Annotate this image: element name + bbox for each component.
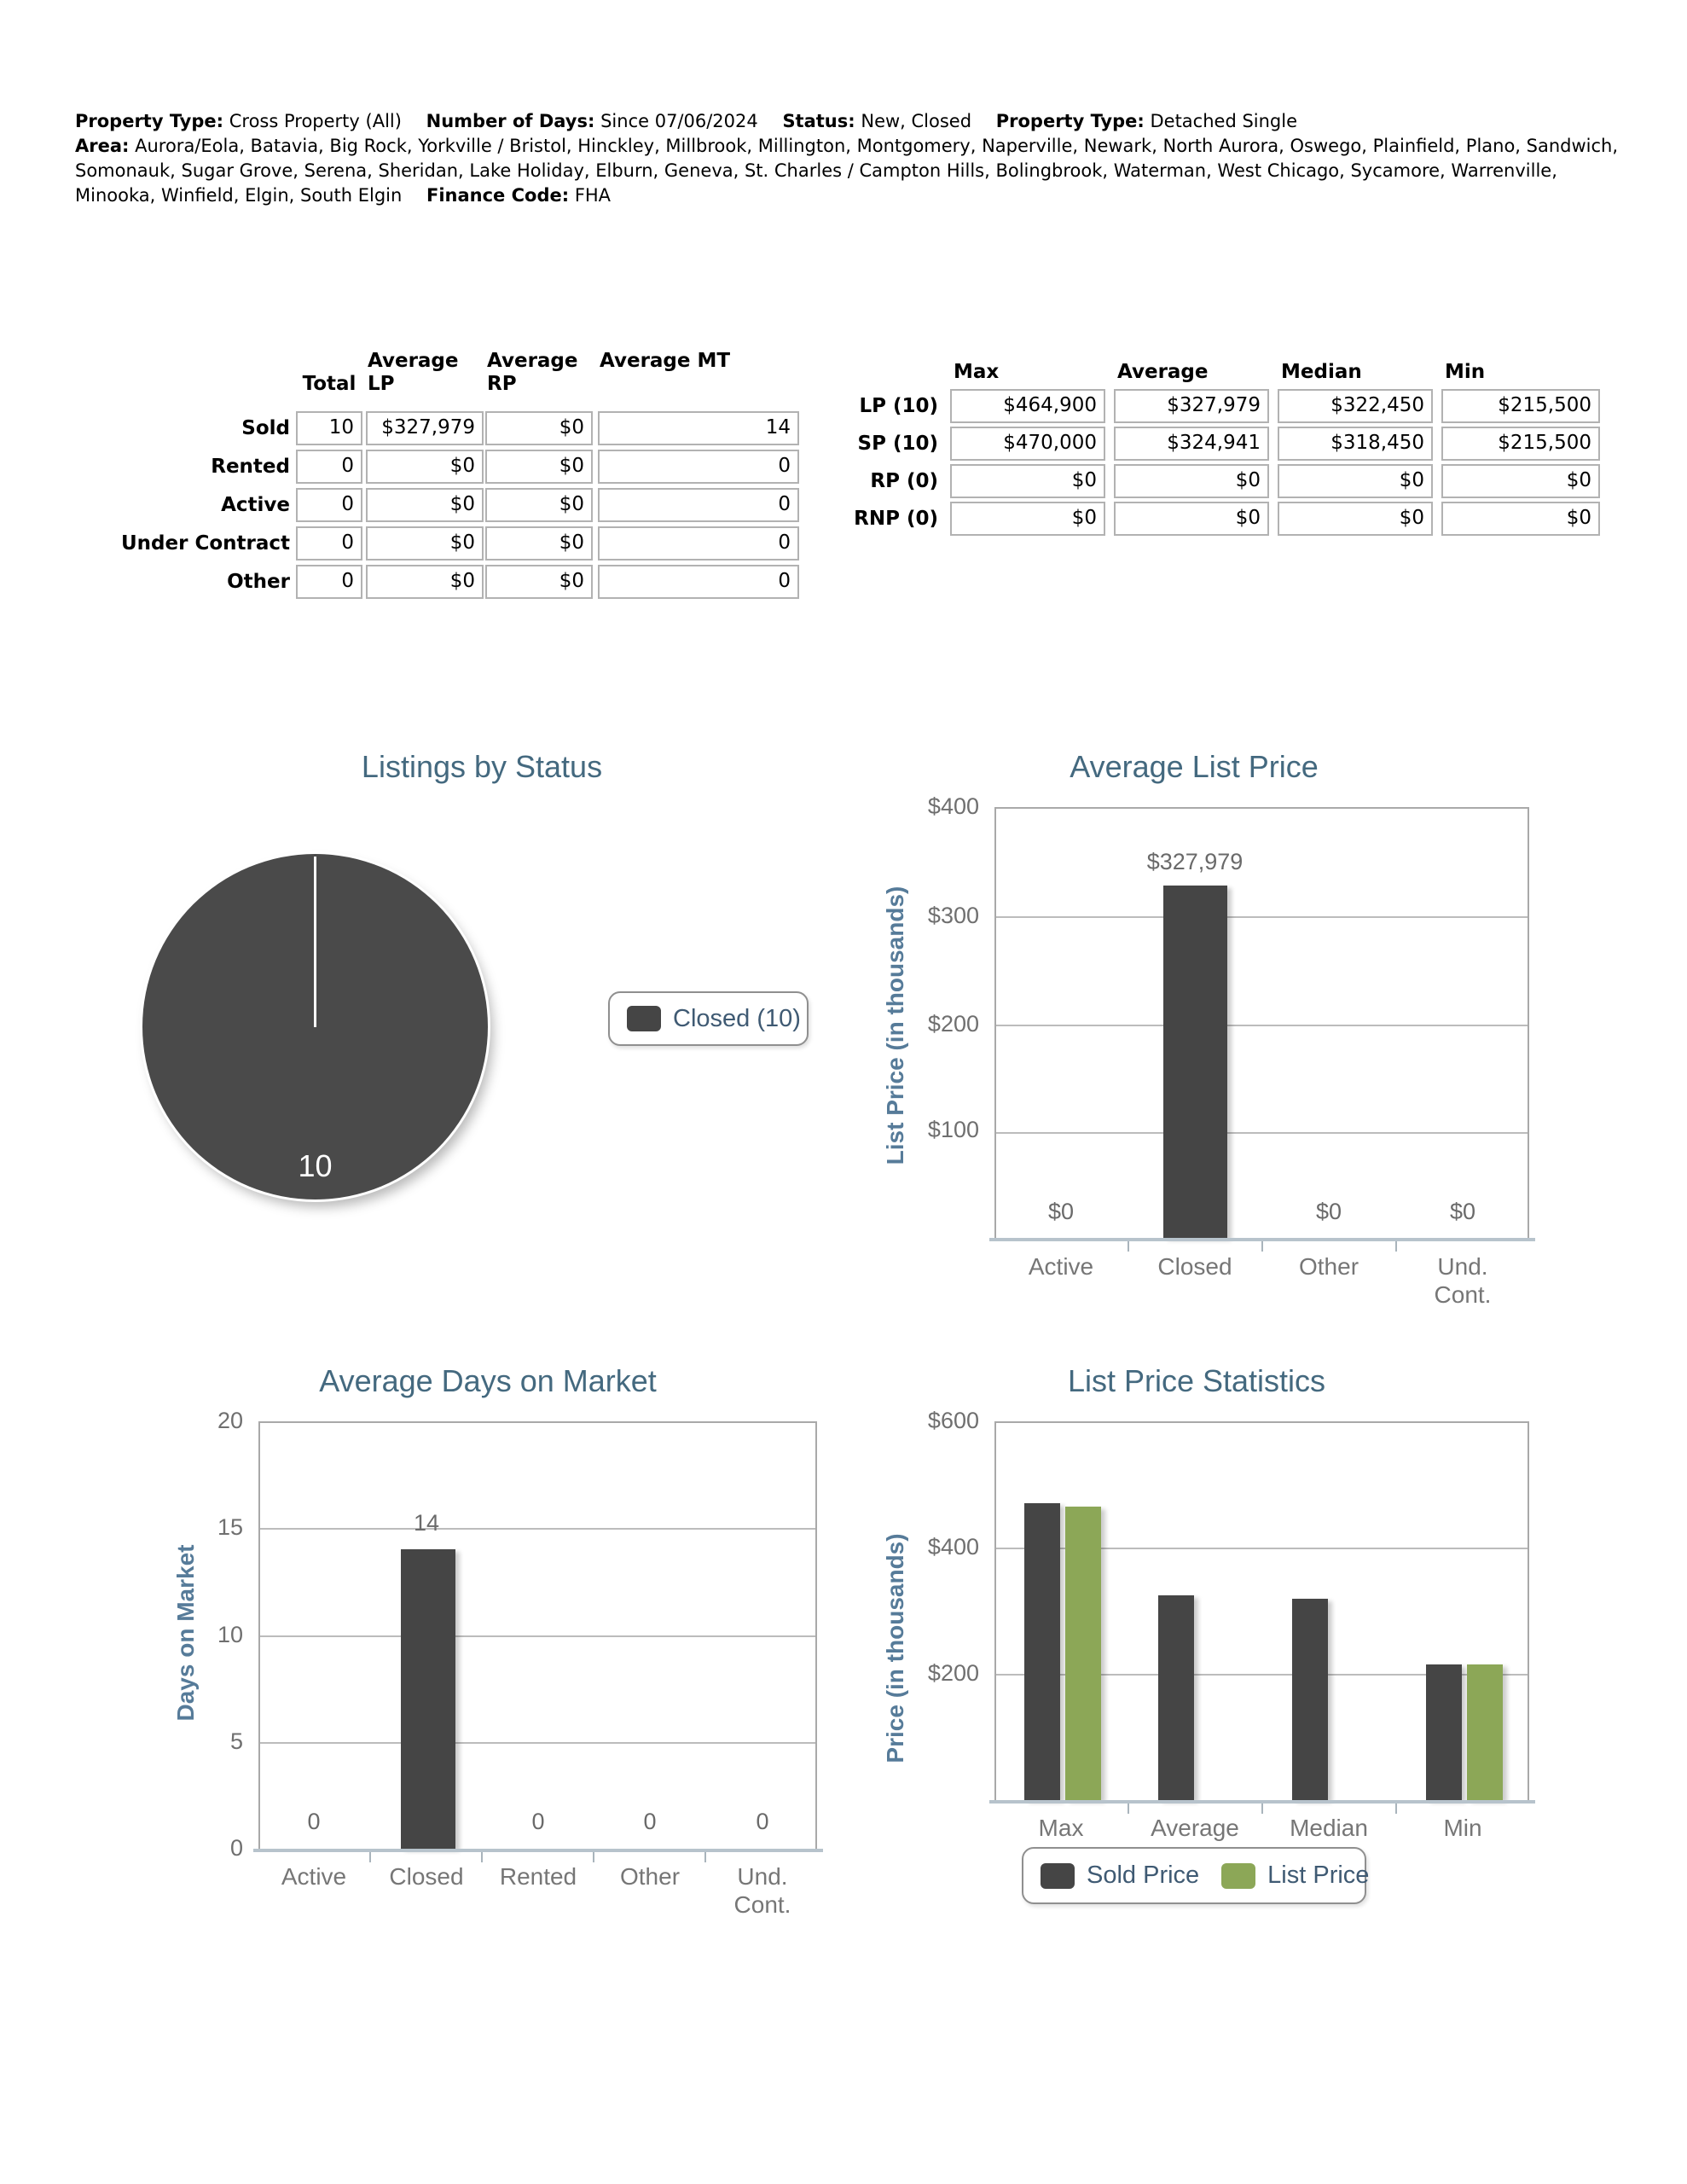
category-label: Other: [1298, 1253, 1359, 1280]
criteria-label: Property Type:: [75, 111, 224, 131]
cell-min: $0: [1441, 464, 1600, 498]
gridline: [260, 1635, 815, 1637]
criteria-number-of-days: [408, 111, 758, 131]
row-label: SP (10): [857, 433, 938, 455]
cell-median: $0: [1278, 502, 1433, 536]
value-label: 0: [756, 1809, 769, 1834]
legend-label: List Price: [1267, 1862, 1370, 1889]
cell-max: $470,000: [950, 427, 1105, 461]
gridline: [996, 1025, 1528, 1026]
cell-total: 0: [296, 450, 362, 484]
bar-sold-median: [1292, 1599, 1328, 1800]
cell-max: $0: [950, 502, 1105, 536]
pie-legend: [608, 991, 809, 1046]
bar-sold-average: [1158, 1595, 1194, 1800]
y-tick: 10: [217, 1622, 243, 1647]
gridline: [260, 1528, 815, 1530]
row-label: Under Contract: [120, 532, 290, 555]
pie-closed-slice: [142, 854, 488, 1199]
sold-price-swatch-icon: [1041, 1863, 1075, 1889]
criteria-value: New, Closed: [861, 111, 972, 131]
column-header-min: Min: [1445, 361, 1486, 383]
legend-label: Closed (10): [673, 1004, 801, 1032]
series-legend: [1022, 1847, 1370, 1904]
criteria-status: [763, 111, 971, 131]
axis-tick: [1395, 1241, 1397, 1252]
cell-avg-mt: 0: [598, 450, 799, 484]
y-axis-title: List Price (in thousands): [882, 886, 908, 1165]
legend-label: Sold Price: [1087, 1862, 1200, 1889]
column-header-average-rp: Average RP: [487, 350, 578, 395]
cell-avg-lp: $0: [366, 565, 484, 599]
cell-median: $0: [1278, 464, 1433, 498]
chart-title: Listings by Status: [361, 749, 603, 784]
y-tick: 20: [217, 1408, 243, 1433]
criteria-property-type: [75, 111, 402, 131]
criteria-value: Aurora/Eola, Batavia, Big Rock, Yorkville / Bristol, Hinckley, Millbrook, Millington, Montgomery, Naperville, Newark, North Aurora, Oswego, Plainfield, Plano, Sandwich, Somonauk, Sugar Grove, Serena, Sheridan, Lake Holiday, Elburn, Geneva, St. Charles / Campton Hills, Bolingbrook, Waterman, West Chicago, Sycamore, Warrenville, Minooka, Winfield, Elgin, South Elgin: [75, 136, 1619, 206]
criteria-value: Cross Property (All): [229, 111, 402, 131]
category-label: Average: [1151, 1815, 1239, 1841]
bar-list-max: [1065, 1507, 1101, 1800]
criteria-label: Number of Days:: [426, 111, 595, 131]
chart-title: List Price Statistics: [1067, 1363, 1326, 1398]
cell-avg-lp: $0: [366, 488, 484, 522]
cell-total: 0: [296, 565, 362, 599]
y-tick: 15: [217, 1514, 243, 1540]
bar-sold-max: [1024, 1503, 1060, 1800]
value-label: $327,979: [1146, 849, 1244, 874]
pie-slice-border: [314, 857, 316, 1027]
cell-avg-rp: $0: [485, 565, 593, 599]
bar-closed: [401, 1549, 455, 1849]
cell-average: $327,979: [1114, 389, 1269, 423]
cell-average: $0: [1114, 464, 1269, 498]
y-tick: $100: [927, 1117, 979, 1142]
criteria-property-type-2: [977, 111, 1297, 131]
row-label: LP (10): [859, 395, 938, 417]
list-price-swatch-icon: [1221, 1863, 1255, 1889]
cell-avg-lp: $0: [366, 450, 484, 484]
cell-min: $215,500: [1441, 427, 1600, 461]
cell-avg-mt: 0: [598, 526, 799, 561]
bar-sold-min: [1426, 1664, 1462, 1800]
column-header-average-lp: Average LP: [368, 350, 459, 395]
cell-avg-rp: $0: [485, 526, 593, 561]
cell-avg-mt: 14: [598, 411, 799, 445]
cell-avg-rp: $0: [485, 411, 593, 445]
plot-area: [258, 1421, 817, 1849]
category-label: Median: [1290, 1815, 1368, 1841]
category-label: Closed: [389, 1863, 464, 1890]
value-label: $0: [1047, 1199, 1075, 1224]
cell-average: $324,941: [1114, 427, 1269, 461]
axis-tick: [1395, 1804, 1397, 1814]
legend-item-list-price: [1221, 1862, 1369, 1890]
bar-list-min: [1467, 1664, 1503, 1800]
category-label: Max: [1038, 1815, 1084, 1841]
cell-avg-lp: $327,979: [366, 411, 484, 445]
gridline: [996, 1132, 1528, 1134]
y-tick: 0: [229, 1835, 243, 1861]
cell-max: $464,900: [950, 389, 1105, 423]
category-label: Min: [1443, 1815, 1482, 1841]
row-label: Active: [221, 494, 290, 516]
criteria-area: [75, 136, 1618, 206]
x-axis-line: [253, 1849, 823, 1852]
cell-median: $322,450: [1278, 389, 1433, 423]
criteria-label: Status:: [782, 111, 855, 131]
chart-title: Average Days on Market: [319, 1363, 657, 1398]
y-tick: 5: [229, 1728, 243, 1754]
bar-closed: [1163, 886, 1227, 1238]
column-header-total: Total: [302, 373, 357, 395]
cell-avg-mt: 0: [598, 565, 799, 599]
row-label: Other: [227, 571, 290, 593]
axis-tick: [704, 1852, 706, 1862]
value-label: 0: [307, 1809, 321, 1834]
cell-max: $0: [950, 464, 1105, 498]
value-label: 0: [531, 1809, 545, 1834]
column-header-max: Max: [954, 361, 1000, 383]
criteria-label: Finance Code:: [426, 185, 570, 206]
column-header-median: Median: [1281, 361, 1362, 383]
row-label: Sold: [241, 417, 290, 439]
criteria-label: Property Type:: [995, 111, 1145, 131]
pie-data-label: 10: [298, 1148, 333, 1183]
category-label: Und. Cont.: [1434, 1253, 1492, 1308]
axis-tick: [1128, 1804, 1129, 1814]
category-label: Rented: [499, 1863, 577, 1890]
value-label: 0: [643, 1809, 657, 1834]
cell-avg-rp: $0: [485, 488, 593, 522]
y-axis-title: Price (in thousands): [882, 1533, 908, 1763]
gridline: [996, 916, 1528, 918]
cell-avg-lp: $0: [366, 526, 484, 561]
row-label: Rented: [211, 456, 290, 478]
value-label: $0: [1449, 1199, 1476, 1224]
value-label: 14: [413, 1510, 440, 1536]
criteria-value: FHA: [574, 185, 612, 206]
criteria-value: Since 07/06/2024: [600, 111, 758, 131]
cell-min: $0: [1441, 502, 1600, 536]
criteria-label: Area:: [75, 136, 130, 156]
y-tick: $400: [927, 1534, 979, 1560]
row-label: RNP (0): [854, 508, 938, 530]
category-label: Active: [1028, 1253, 1094, 1280]
report-criteria: [75, 109, 1619, 208]
legend-item-sold-price: [1041, 1862, 1199, 1890]
y-tick: $600: [927, 1408, 979, 1433]
column-header-average-mt: Average MT: [600, 350, 731, 372]
closed-swatch-icon: [627, 1006, 661, 1031]
chart-title: Average List Price: [1070, 749, 1319, 784]
axis-tick: [1261, 1241, 1263, 1252]
axis-tick: [369, 1852, 371, 1862]
category-label: Und. Cont.: [733, 1863, 791, 1918]
y-axis-title: Days on Market: [172, 1544, 199, 1722]
cell-median: $318,450: [1278, 427, 1433, 461]
category-label: Active: [281, 1863, 347, 1890]
axis-tick: [1261, 1804, 1263, 1814]
value-label: $0: [1315, 1199, 1342, 1224]
category-label: Other: [619, 1863, 681, 1890]
cell-total: 10: [296, 411, 362, 445]
axis-tick: [481, 1852, 483, 1862]
cell-total: 0: [296, 488, 362, 522]
cell-avg-rp: $0: [485, 450, 593, 484]
category-label: Closed: [1157, 1253, 1232, 1280]
criteria-finance-code: [408, 185, 611, 206]
column-header-average: Average: [1117, 361, 1209, 383]
gridline: [260, 1742, 815, 1744]
y-tick: $200: [927, 1011, 979, 1037]
axis-tick: [1128, 1241, 1129, 1252]
y-tick: $300: [927, 903, 979, 928]
cell-average: $0: [1114, 502, 1269, 536]
plot-area: [994, 1421, 1529, 1800]
criteria-value: Detached Single: [1150, 111, 1298, 131]
cell-total: 0: [296, 526, 362, 561]
cell-min: $215,500: [1441, 389, 1600, 423]
y-tick: $400: [927, 793, 979, 819]
row-label: RP (0): [870, 470, 938, 492]
y-tick: $200: [927, 1660, 979, 1686]
axis-tick: [593, 1852, 594, 1862]
cell-avg-mt: 0: [598, 488, 799, 522]
